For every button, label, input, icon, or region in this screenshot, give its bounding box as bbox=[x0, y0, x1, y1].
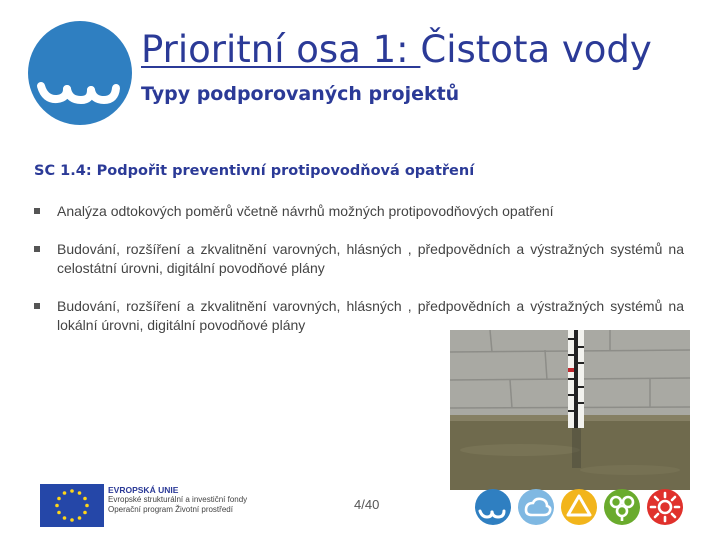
bullet-square-icon bbox=[34, 208, 40, 214]
bullet-text: Analýza odtokových poměrů včetně návrhů možných protipovodňových opatření bbox=[57, 203, 554, 219]
eu-programme-label: Operační program Životní prostředí bbox=[108, 505, 233, 514]
list-item bbox=[34, 240, 684, 278]
nature-icon bbox=[603, 488, 641, 526]
water-icon bbox=[474, 488, 512, 526]
list-item bbox=[34, 202, 684, 221]
air-icon bbox=[517, 488, 555, 526]
waste-icon bbox=[560, 488, 598, 526]
eu-flag-icon bbox=[40, 484, 104, 527]
bullet-text: Budování, rozšíření a zkvalitnění varovných, hlásných , předpovědních a výstražných systémů na celostátní úrovni, digitální povodňové plány bbox=[57, 241, 684, 276]
eu-union-label: EVROPSKÁ UNIE bbox=[108, 485, 179, 495]
section-heading: SC 1.4: Podpořit preventivní protipovodňová opatření bbox=[34, 163, 475, 179]
energy-icon bbox=[646, 488, 684, 526]
bullet-text: Budování, rozšíření a zkvalitnění varovných, hlásných , předpovědních a výstražných systémů na lokální úrovni, digitální povodňové plány bbox=[57, 298, 684, 333]
bullet-square-icon bbox=[34, 303, 40, 309]
eu-funding-text bbox=[108, 485, 247, 515]
water-drops-logo-icon bbox=[27, 20, 133, 126]
eu-funds-label: Evropské strukturální a investiční fondy bbox=[108, 495, 248, 504]
bullet-square-icon bbox=[34, 246, 40, 252]
title-topic: Čistota vody bbox=[420, 28, 652, 71]
title-priority-axis: Prioritní osa 1: bbox=[141, 28, 421, 71]
water-gauge-photo bbox=[450, 330, 690, 490]
page-title bbox=[141, 28, 652, 71]
page-number: 4/40 bbox=[354, 497, 380, 512]
page-subtitle: Typy podporovaných projektů bbox=[141, 83, 460, 105]
